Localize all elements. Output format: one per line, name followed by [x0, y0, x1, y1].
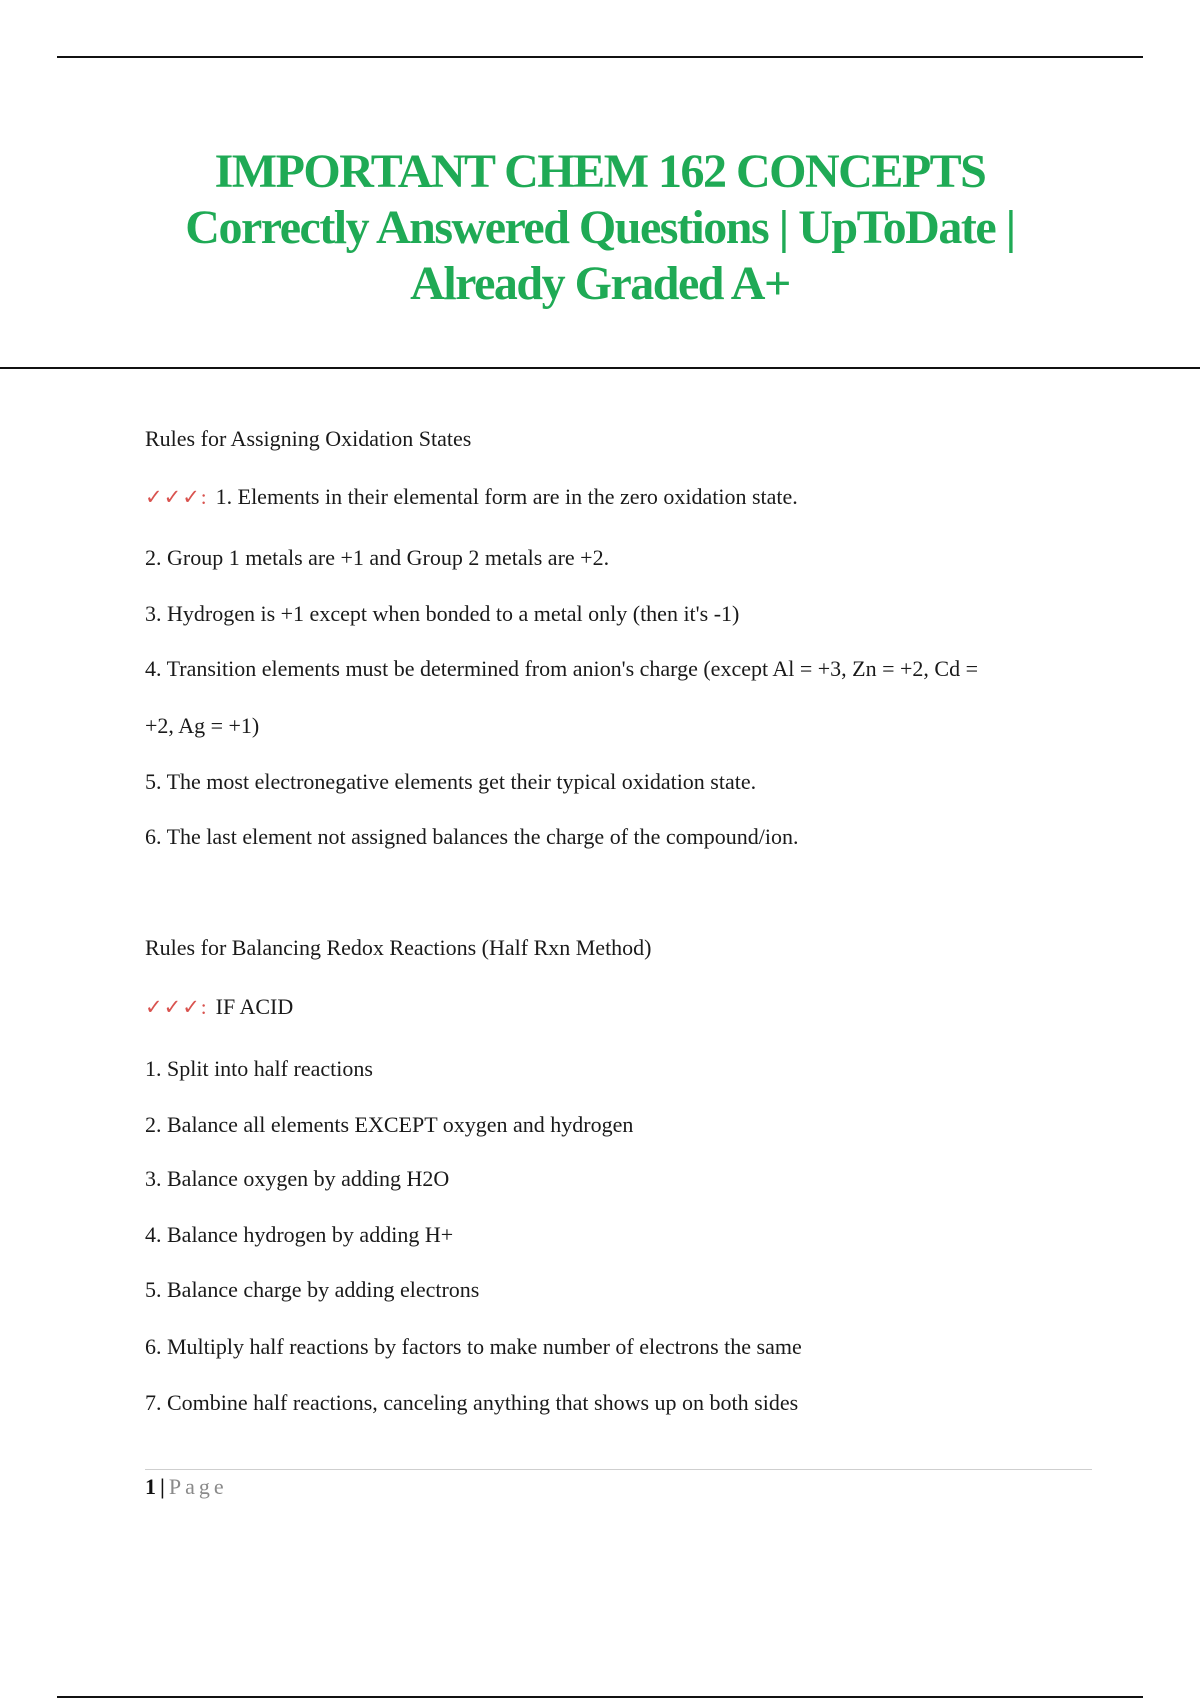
list-item	[145, 484, 798, 510]
list-item: 6. The last element not assigned balances the charge of the compound/ion.	[145, 824, 799, 849]
title-line-2: Correctly Answered Questions | UpToDate |	[185, 201, 1015, 254]
list-item: 2. Group 1 metals are +1 and Group 2 metals are +2.	[145, 545, 610, 570]
list-item: 5. Balance charge by adding electrons	[145, 1277, 480, 1302]
list-item-continuation: +2, Ag = +1)	[145, 713, 260, 738]
page-label: Page	[168, 1474, 228, 1499]
page-footer	[145, 1474, 228, 1500]
document-title	[60, 144, 1140, 312]
list-item	[145, 994, 293, 1020]
list-item: 7. Combine half reactions, canceling anything that shows up on both sides	[145, 1390, 799, 1415]
list-item: 1. Split into half reactions	[145, 1056, 373, 1081]
checkmark-icon: ✓✓✓:	[145, 995, 208, 1019]
list-item: 4. Balance hydrogen by adding H+	[145, 1222, 454, 1247]
list-item: 3. Balance oxygen by adding H2O	[145, 1166, 450, 1191]
list-item: 2. Balance all elements EXCEPT oxygen and hydrogen	[145, 1112, 634, 1137]
footer-separator: |	[160, 1474, 165, 1499]
list-item: 4. Transition elements must be determined from anion's charge (except Al = +3, Zn = +2, Cd =	[145, 656, 979, 681]
list-item-text: 1. Elements in their elemental form are in the zero oxidation state.	[215, 484, 798, 509]
list-item-text: IF ACID	[215, 994, 294, 1019]
page-number: 1	[145, 1474, 156, 1499]
list-item: 3. Hydrogen is +1 except when bonded to a metal only (then it's -1)	[145, 601, 740, 626]
section-heading-redox: Rules for Balancing Redox Reactions (Half Rxn Method)	[145, 935, 652, 960]
title-line-1: IMPORTANT CHEM 162 CONCEPTS	[214, 145, 986, 198]
section-heading-oxidation: Rules for Assigning Oxidation States	[145, 426, 472, 451]
list-item: 6. Multiply half reactions by factors to make number of electrons the same	[145, 1334, 802, 1359]
bottom-rule	[57, 1696, 1143, 1698]
title-divider-rule	[0, 367, 1200, 369]
title-line-3: Already Graded A+	[410, 257, 790, 310]
top-rule	[57, 56, 1143, 58]
footer-rule	[145, 1469, 1092, 1470]
checkmark-icon: ✓✓✓:	[145, 485, 208, 509]
list-item: 5. The most electronegative elements get their typical oxidation state.	[145, 769, 757, 794]
